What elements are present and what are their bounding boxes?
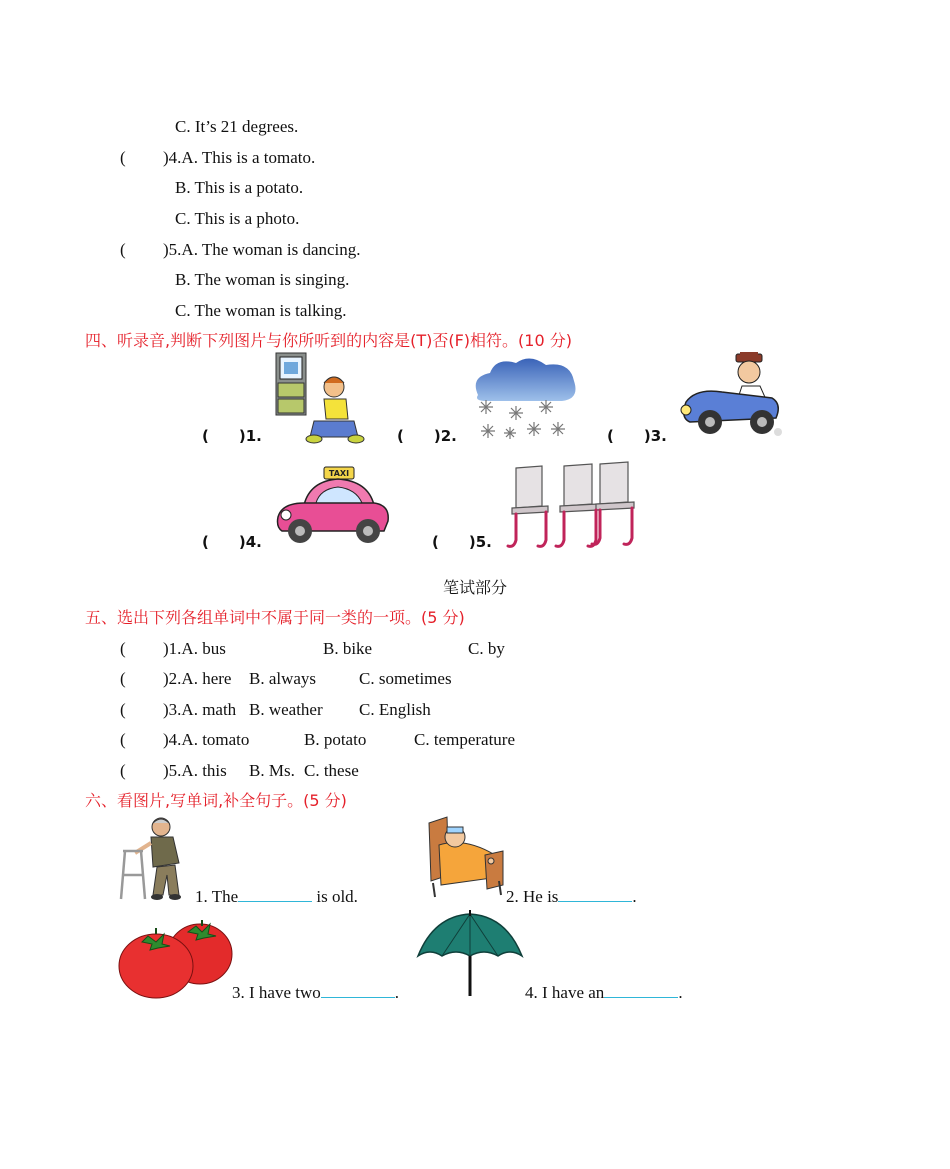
sick-boy-bed-icon bbox=[425, 815, 507, 899]
section6-heading: 六、看图片,写单词,补全句子。(5 分) bbox=[85, 791, 347, 810]
s6-q3: 3. I have two . bbox=[232, 983, 400, 1002]
s6-q3-blank[interactable] bbox=[321, 983, 395, 998]
s5-q4-paren[interactable]: ( bbox=[120, 730, 126, 749]
pic-item-3-label[interactable]: ( )3. bbox=[607, 427, 667, 445]
s6-q1: 1. The is old. bbox=[195, 887, 358, 906]
q5-paren[interactable]: ( bbox=[120, 240, 126, 259]
s5-q5-a: )5.A. this bbox=[163, 761, 227, 780]
s6-q2: 2. He is . bbox=[506, 887, 637, 906]
s5-q4-c: C. temperature bbox=[414, 730, 516, 749]
q4-paren[interactable]: ( bbox=[120, 148, 126, 167]
s5-q3-paren[interactable]: ( bbox=[120, 700, 126, 719]
q3-option-c: C. It’s 21 degrees. bbox=[175, 117, 299, 136]
man-driving-car-icon bbox=[676, 352, 786, 442]
taxi-icon bbox=[274, 465, 392, 545]
taxi-sign-text: TAXI bbox=[328, 469, 350, 478]
q4-option-b: B. This is a potato. bbox=[175, 178, 304, 197]
s6-q4: 4. I have an . bbox=[525, 983, 683, 1002]
pic-item-1-label[interactable]: ( )1. bbox=[202, 427, 262, 445]
s5-q2-c: C. sometimes bbox=[359, 669, 452, 688]
q5-option-b: B. The woman is singing. bbox=[175, 270, 350, 289]
written-part-title: 笔试部分 bbox=[442, 578, 507, 597]
s6-q2-blank[interactable] bbox=[558, 887, 632, 902]
s5-q3-b: B. weather bbox=[249, 700, 323, 719]
snow-cloud-icon bbox=[470, 357, 578, 441]
pic-item-2-label[interactable]: ( )2. bbox=[397, 427, 457, 445]
q4-option-c: C. This is a photo. bbox=[175, 209, 300, 228]
s5-q2-a: )2.A. here bbox=[163, 669, 232, 688]
s5-q5-b: B. Ms. bbox=[249, 761, 295, 780]
s5-q3-c: C. English bbox=[359, 700, 431, 719]
q5-option-a: )5.A. The woman is dancing. bbox=[163, 240, 361, 259]
s5-q2-b: B. always bbox=[249, 669, 317, 688]
s5-q5-c: C. these bbox=[304, 761, 359, 780]
section5-heading: 五、选出下列各组单词中不属于同一类的一项。(5 分) bbox=[85, 608, 465, 627]
s5-q4-b: B. potato bbox=[304, 730, 367, 749]
boy-watching-tv-icon bbox=[274, 353, 364, 445]
s5-q3-a: )3.A. math bbox=[163, 700, 237, 719]
chairs-icon bbox=[508, 460, 638, 550]
section4-heading: 四、听录音,判断下列图片与你所听到的内容是(T)否(F)相符。(10 分) bbox=[85, 331, 572, 350]
umbrella-icon bbox=[414, 910, 526, 1000]
s5-q1-paren[interactable]: ( bbox=[120, 639, 126, 658]
s5-q1-a: )1.A. bus bbox=[163, 639, 226, 658]
s5-q2-paren[interactable]: ( bbox=[120, 669, 126, 688]
s5-q1-c: C. by bbox=[468, 639, 505, 658]
pic-item-4-label[interactable]: ( )4. bbox=[202, 533, 262, 551]
s6-q1-blank[interactable] bbox=[238, 887, 312, 902]
s6-q4-blank[interactable] bbox=[604, 983, 678, 998]
s5-q4-a: )4.A. tomato bbox=[163, 730, 250, 749]
pic-item-5-label[interactable]: ( )5. bbox=[432, 533, 492, 551]
q5-option-c: C. The woman is talking. bbox=[175, 301, 347, 320]
s5-q5-paren[interactable]: ( bbox=[120, 761, 126, 780]
old-man-walker-icon bbox=[117, 815, 193, 901]
q4-option-a: )4.A. This is a tomato. bbox=[163, 148, 316, 167]
tomatoes-icon bbox=[118, 920, 234, 1000]
s5-q1-b: B. bike bbox=[323, 639, 373, 658]
